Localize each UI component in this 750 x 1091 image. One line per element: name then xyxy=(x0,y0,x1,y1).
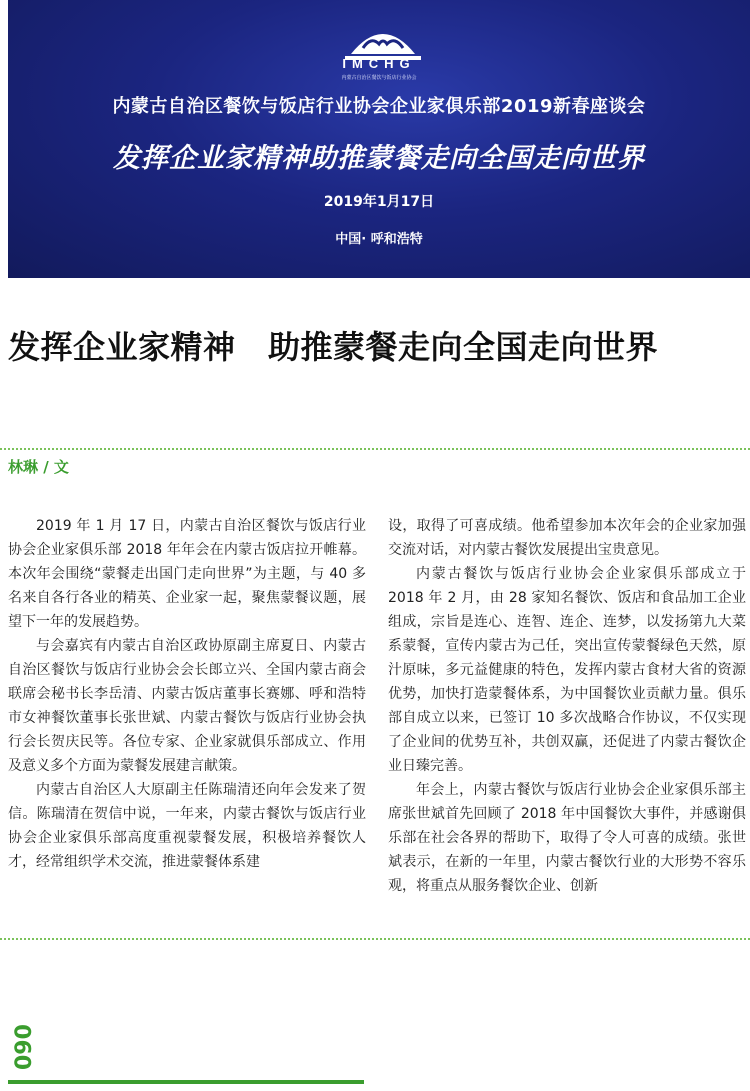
article-column-left xyxy=(8,514,366,874)
banner-subtitle: 内蒙古自治区餐饮与饭店行业协会企业家俱乐部2019新春座谈会 xyxy=(112,96,646,117)
paragraph: 年会上，内蒙古餐饮与饭店行业协会企业家俱乐部主席张世斌首先回顾了 2018 年中国餐饮大事件，并感谢俱乐部在社会各界的帮助下，取得了令人可喜的成绩。张世斌表示，在新的一年里，内蒙古餐饮行业的大形势不容乐观，将重点从服务餐饮企业、创新 xyxy=(388,782,746,894)
article-column-right xyxy=(388,514,746,898)
page-number: 090 xyxy=(12,1024,37,1070)
paragraph-continued: 设，取得了可喜成绩。他希望参加本次年会的企业家加强交流对话，对内蒙古餐饮发展提出宝贵意见。 xyxy=(388,518,746,558)
logo-text: IMCHG xyxy=(342,56,416,71)
paragraph: 与会嘉宾有内蒙古自治区政协原副主席夏日、内蒙古自治区餐饮与饭店行业协会会长郎立兴、全国内蒙古商会联席会秘书长李岳清、内蒙古饭店董事长赛娜、呼和浩特市女神餐饮董事长张世斌、内蒙古餐饮与饭店行业协会执行会长贺庆民等。各位专家、企业家就俱乐部成立、作用及意义多个方面为蒙餐发展建言献策。 xyxy=(8,638,366,774)
footer-bar xyxy=(8,1080,364,1084)
banner-title: 发挥企业家精神助推蒙餐走向全国走向世界 xyxy=(113,143,645,174)
byline: 林琳 / 文 xyxy=(8,458,69,476)
paragraph: 内蒙古自治区人大原副主任陈瑞清还向年会发来了贺信。陈瑞清在贺信中说，一年来，内蒙古餐饮与饭店行业协会企业家俱乐部高度重视蒙餐发展，积极培养餐饮人才，经常组织学术交流，推进蒙餐体系建 xyxy=(8,782,366,870)
divider-top xyxy=(0,448,750,450)
banner-date: 2019年1月17日 xyxy=(323,194,435,210)
divider-bottom xyxy=(0,938,750,940)
logo-subtitle: 内蒙古自治区餐饮与饭店行业协会 xyxy=(341,75,417,81)
event-banner xyxy=(8,0,750,278)
paragraph: 内蒙古餐饮与饭店行业协会企业家俱乐部成立于 2018 年 2 月，由 28 家知名餐饮、饭店和食品加工企业组成，宗旨是连心、连智、连企、连梦，以发扬第九大菜系蒙餐，宣传内蒙古为己任，突出宣传蒙餐绿色天然，原汁原味，多元益健康的特色，发挥内蒙古食材大省的资源优势，加快打造蒙餐体系，为中国餐饮业贡献力量。俱乐部自成立以来，已签订 10 多次战略合作协议，不仅实现了企业间的优势互补，共创双赢，还促进了内蒙古餐饮企业日臻完善。 xyxy=(388,566,746,774)
article-headline: 发挥企业家精神 助推蒙餐走向全国走向世界 xyxy=(8,328,659,366)
paragraph: 2019 年 1 月 17 日，内蒙古自治区餐饮与饭店行业协会企业家俱乐部 2018 年年会在内蒙古饭店拉开帷幕。本次年会围绕“蒙餐走出国门走向世界”为主题，与 40 多名来自各行各业的精英、企业家一起，聚焦蒙餐议题，展望下一年的发展趋势。 xyxy=(8,518,366,630)
banner-place: 中国· 呼和浩特 xyxy=(335,232,423,247)
